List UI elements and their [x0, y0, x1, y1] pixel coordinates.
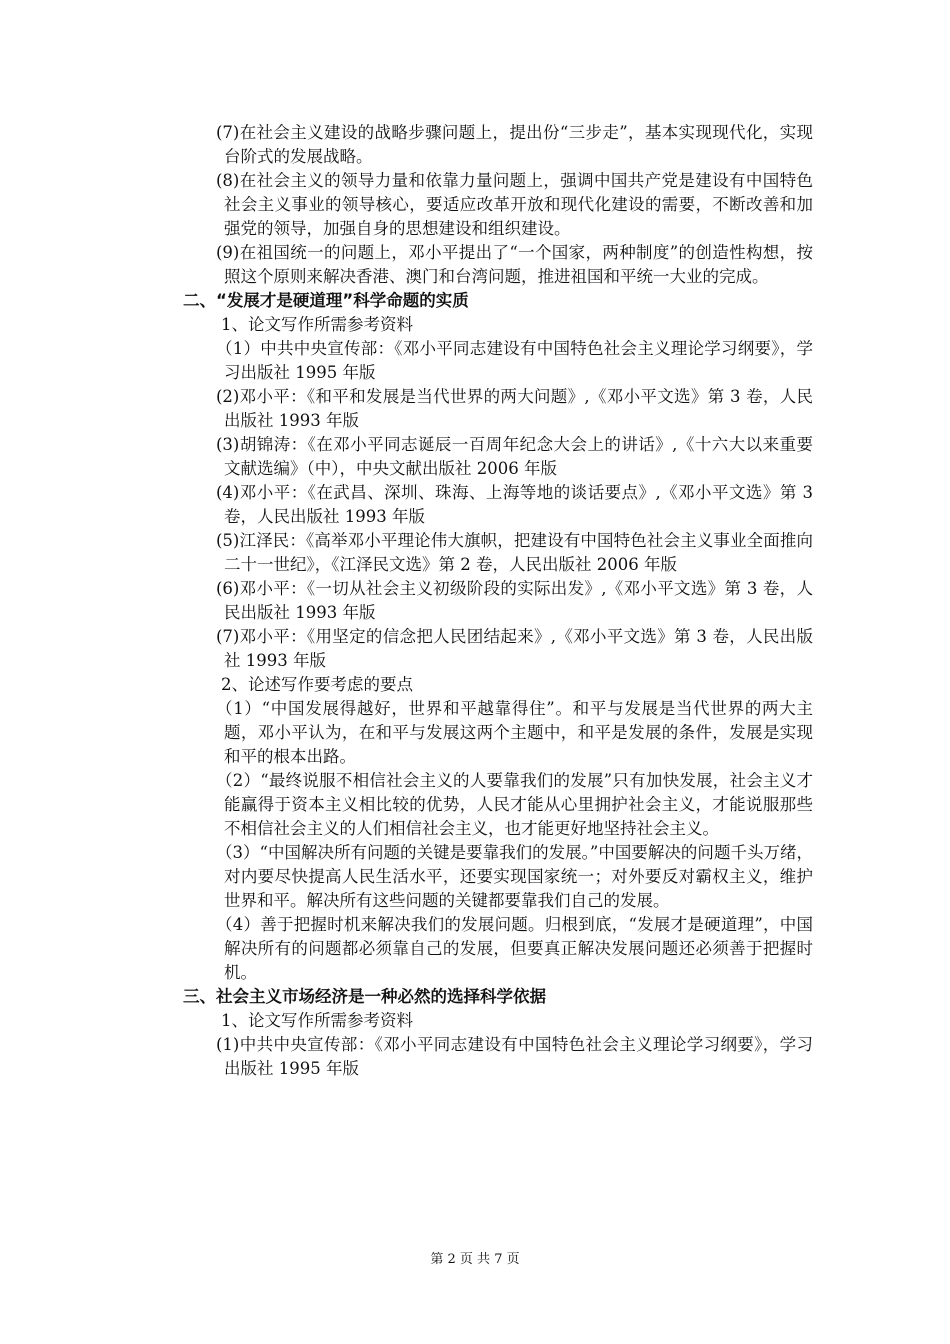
subheading: 2、论述写作要考虑的要点 — [221, 675, 413, 694]
document-body — [183, 121, 813, 1081]
section-heading: 二、“发展才是硬道理”科学命题的实质 — [183, 291, 469, 310]
paragraph: （4）善于把握时机来解决我们的发展问题。归根到底，“发展才是硬道理”，中国解决所有的问题都必须靠自己的发展，但要真正解决发展问题还必须善于把握时机。 — [216, 915, 813, 982]
subheading: 1、论文写作所需参考资料 — [221, 1011, 413, 1030]
reference-item: (5)江泽民：《高举邓小平理论伟大旗帜，把建设有中国特色社会主义事业全面推向二十一世纪》，《江泽民文选》第 2 卷，人民出版社 2006 年版 — [216, 531, 813, 574]
reference-item: (1)中共中央宣传部：《邓小平同志建设有中国特色社会主义理论学习纲要》，学习出版社 1995 年版 — [216, 1035, 813, 1078]
paragraph: (7)在社会主义建设的战略步骤问题上，提出份“三步走”，基本实现现代化，实现台阶式的发展战略。 — [216, 123, 813, 166]
reference-item: （1）中共中央宣传部：《邓小平同志建设有中国特色社会主义理论学习纲要》，学习出版社 1995 年版 — [216, 339, 813, 382]
page-footer: 第 2 页 共 7 页 — [430, 1252, 520, 1267]
paragraph: （3）“中国解决所有问题的关键是要靠我们的发展。”中国要解决的问题千头万绪，对内要尽快提高人民生活水平，还要实现国家统一；对外要反对霸权主义，维护世界和平。解决所有这些问题的关键都要靠我们自己的发展。 — [216, 843, 813, 910]
reference-item: (4)邓小平：《在武昌、深圳、珠海、上海等地的谈话要点》,《邓小平文选》第 3 卷，人民出版社 1993 年版 — [216, 483, 813, 526]
paragraph: （1）“中国发展得越好，世界和平越靠得住”。和平与发展是当代世界的两大主题，邓小平认为，在和平与发展这两个主题中，和平是发展的条件，发展是实现和平的根本出路。 — [216, 699, 813, 766]
reference-item: (7)邓小平：《用坚定的信念把人民团结起来》,《邓小平文选》第 3 卷，人民出版社 1993 年版 — [216, 627, 813, 670]
paragraph: （2）“最终说服不相信社会主义的人要靠我们的发展”只有加快发展，社会主义才能赢得于资本主义相比较的优势，人民才能从心里拥护社会主义，才能说服那些不相信社会主义的人们相信社会主义，也才能更好地坚持社会主义。 — [216, 771, 813, 838]
reference-item: (2)邓小平：《和平和发展是当代世界的两大问题》,《邓小平文选》第 3 卷，人民出版社 1993 年版 — [216, 387, 813, 430]
subheading: 1、论文写作所需参考资料 — [221, 315, 413, 334]
paragraph: (9)在祖国统一的问题上，邓小平提出了“一个国家，两种制度”的创造性构想，按照这个原则来解决香港、澳门和台湾问题，推进祖国和平统一大业的完成。 — [216, 243, 813, 286]
reference-item: (3)胡锦涛：《在邓小平同志诞辰一百周年纪念大会上的讲话》,《十六大以来重要文献选编》（中），中央文献出版社 2006 年版 — [216, 435, 813, 478]
reference-item: (6)邓小平：《一切从社会主义初级阶段的实际出发》,《邓小平文选》第 3 卷，人民出版社 1993 年版 — [216, 579, 813, 622]
paragraph: (8)在社会主义的领导力量和依靠力量问题上，强调中国共产党是建设有中国特色社会主义事业的领导核心，要适应改革开放和现代化建设的需要，不断改善和加强党的领导，加强自身的思想建设和组织建设。 — [216, 171, 813, 238]
section-heading: 三、社会主义市场经济是一种必然的选择科学依据 — [183, 987, 546, 1006]
